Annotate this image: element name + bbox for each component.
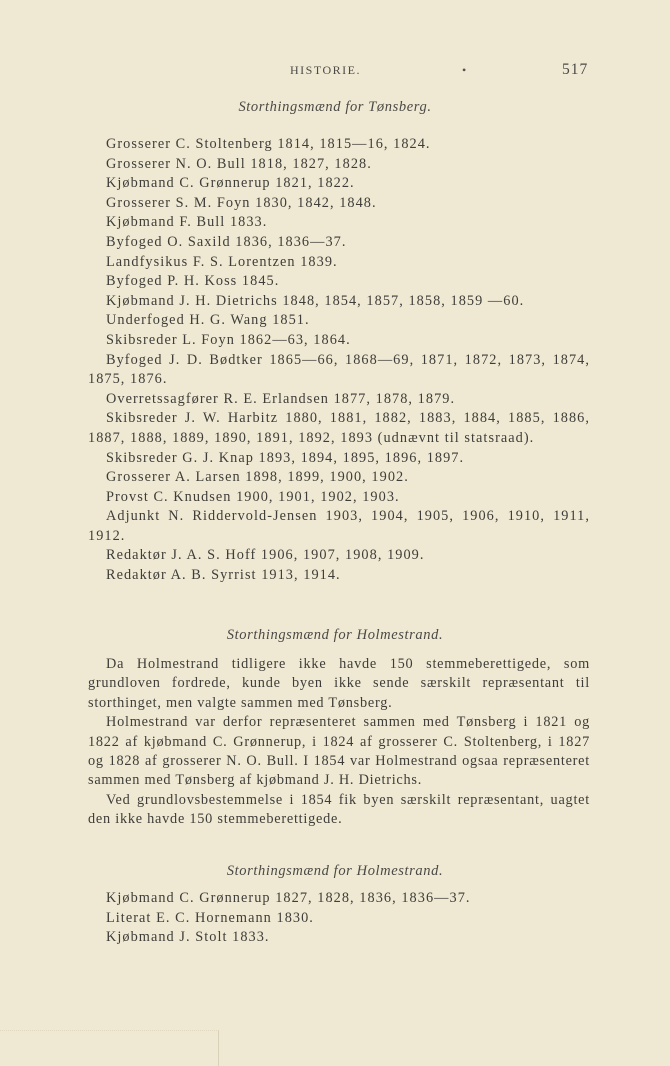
list-item: Underfoged H. G. Wang 1851. xyxy=(106,312,310,329)
page-edge-mark xyxy=(0,1030,219,1066)
tonsberg-representatives-list xyxy=(88,135,590,586)
list-item: Skibsreder L. Foyn 1862—63, 1864. xyxy=(106,331,351,348)
list-item: Kjøbmand J. Stolt 1833. xyxy=(106,929,270,946)
heading-holmestrand-list: Storthingsmænd for Holmestrand. xyxy=(226,863,444,879)
paragraph: Ved grundlovsbestemmelse i 1854 fik byen særskilt repræsentant, uagtet den ikke havde 150 stemmeberettigede. xyxy=(88,791,590,828)
list-item: Byfoged P. H. Koss 1845. xyxy=(106,273,280,290)
list-item: Grosserer N. O. Bull 1818, 1827, 1828. xyxy=(106,155,372,172)
list-item: Landfysikus F. S. Lorentzen 1839. xyxy=(106,253,338,270)
running-title: HISTORIE. xyxy=(290,63,361,77)
list-item: Kjøbmand J. H. Dietrichs 1848, 1854, 1857, 1858, 1859 —60. xyxy=(106,292,525,309)
list-item: Kjøbmand F. Bull 1833. xyxy=(106,214,268,231)
list-item: Skibsreder G. J. Knap 1893, 1894, 1895, 1896, 1897. xyxy=(106,449,465,466)
heading-holmestrand-intro: Storthingsmænd for Holmestrand. xyxy=(226,627,444,643)
holmestrand-history-text xyxy=(88,655,590,830)
list-item: Redaktør A. B. Syrrist 1913, 1914. xyxy=(106,567,341,584)
paragraph: Da Holmestrand tidligere ikke havde 150 stemmeberettigede, som grundloven fordrede, kunde byen ikke sende særskilt repræsentant til storthinget, men valgte sammen med Tønsberg. xyxy=(88,656,590,711)
list-item: Byfoged O. Saxild 1836, 1836—37. xyxy=(106,233,347,250)
list-item: Byfoged J. D. Bødtker 1865—66, 1868—69, 1871, 1872, 1873, 1874, 1875, 1876. xyxy=(88,351,590,388)
list-item: Adjunkt N. Riddervold-Jensen 1903, 1904, 1905, 1906, 1910, 1911, 1912. xyxy=(88,508,590,544)
heading-tonsberg: Storthingsmænd for Tønsberg. xyxy=(238,99,432,115)
running-head xyxy=(0,63,670,83)
paragraph: Holmestrand var derfor repræsenteret sammen med Tønsberg i 1821 og 1822 af kjøbmand C. Grønnerup, i 1824 af grosserer C. Stoltenberg, i 1827 og 1828 af grosserer N. O. Bull. I 1854 var Holmestrand ogsaa repræsenteret sammen med Tønsberg af kjøbmand J. H. Dietrichs. xyxy=(88,714,590,789)
list-item: Literat E. C. Hornemann 1830. xyxy=(106,909,314,926)
list-item: Grosserer A. Larsen 1898, 1899, 1900, 1902. xyxy=(106,469,409,486)
list-item: Overretssagfører R. E. Erlandsen 1877, 1878, 1879. xyxy=(106,390,456,407)
list-item: Provst C. Knudsen 1900, 1901, 1902, 1903. xyxy=(106,488,400,505)
list-item: Grosserer C. Stoltenberg 1814, 1815—16, 1824. xyxy=(106,136,431,152)
list-item: Skibsreder J. W. Harbitz 1880, 1881, 1882, 1883, 1884, 1885, 1886, 1887, 1888, 1889, 1890, 1891, 1892, 1893 (udnævnt til statsraad). xyxy=(88,410,590,446)
list-item: Grosserer S. M. Foyn 1830, 1842, 1848. xyxy=(106,194,377,211)
holmestrand-representatives-list xyxy=(88,889,590,948)
list-item: Kjøbmand C. Grønnerup 1821, 1822. xyxy=(106,175,355,192)
list-item: Kjøbmand C. Grønnerup 1827, 1828, 1836, 1836—37. xyxy=(106,890,471,906)
list-item: Redaktør J. A. S. Hoff 1906, 1907, 1908, 1909. xyxy=(106,547,425,564)
page-number: 517 xyxy=(562,61,589,78)
running-dot: • xyxy=(462,63,467,77)
